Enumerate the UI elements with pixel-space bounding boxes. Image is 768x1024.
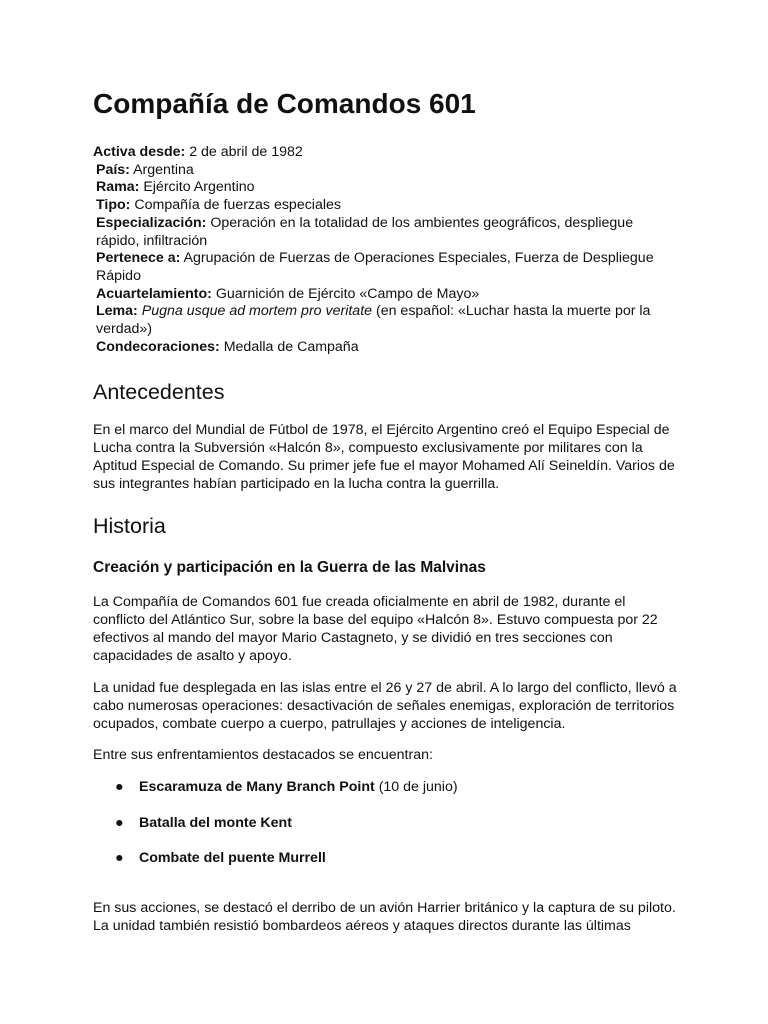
infobox-label-acuartelamiento: Acuartelamiento: <box>96 285 212 302</box>
infobox-lema-translation: (en español: «Luchar hasta la muerte por la verdad») <box>96 303 651 338</box>
infobox-value-pais: Argentina <box>129 161 194 178</box>
infobox-value-condecoraciones: Medalla de Campaña <box>219 338 359 355</box>
infobox-value-acuartelamiento: Guarnición de Ejército «Campo de Mayo» <box>211 285 480 302</box>
heading-antecedentes: Antecedentes <box>93 380 225 404</box>
infobox-value-activa: 2 de abril de 1982 <box>185 144 303 160</box>
paragraph-historia-2: La unidad fue desplegada en las islas entre el 26 y 27 de abril. A lo largo del conflicto, llevó a cabo numerosas operaciones: desactivación de señales enemigas, exploración de territorios ocupados, combate cuerpo a cuerpo, patrullajes y acciones de inteligencia. <box>93 680 677 732</box>
infobox-row-especializacion <box>93 215 678 250</box>
list-item-rest: (10 de junio) <box>374 779 458 795</box>
list-item-bold: Combate del puente Murrell <box>139 850 326 866</box>
page-title: Compañía de Comandos 601 <box>93 88 476 119</box>
infobox-label-especializacion: Especialización: <box>96 214 207 231</box>
paragraph-antecedentes: En el marco del Mundial de Fútbol de 1978, el Ejército Argentino creó el Equipo Especial de Lucha contra la Subversión «Halcón 8», compuesto exclusivamente por militares con la Aptitud Especial de Comando. Su primer jefe fue el mayor Mohamed Alí Seineldín. Varios de sus integrantes habían participado en la lucha contra la guerrilla. <box>93 422 675 492</box>
infobox-label-condecoraciones: Condecoraciones: <box>96 338 220 355</box>
infobox-row-pais <box>93 162 678 180</box>
infobox-row-activa <box>93 144 678 162</box>
heading-historia: Historia <box>93 514 166 538</box>
paragraph-historia-4: En sus acciones, se destacó el derribo de un avión Harrier británico y la captura de su piloto. La unidad también resistió bombardeos aéreos y ataques directos durante las últimas <box>93 900 676 934</box>
paragraph-historia-3: Entre sus enfrentamientos destacados se encuentran: <box>93 747 433 763</box>
infobox-value-pertenece: Agrupación de Fuerzas de Operaciones Especiales, Fuerza de Despliegue Rápido <box>96 250 654 284</box>
infobox-value-tipo: Compañía de fuerzas especiales <box>130 197 341 214</box>
subheading-creacion: Creación y participación en la Guerra de las Malvinas <box>93 559 486 576</box>
list-item <box>93 849 678 867</box>
unit-infobox <box>93 144 678 356</box>
infobox-label-pertenece: Pertenece a: <box>96 250 181 267</box>
infobox-row-rama <box>93 179 678 197</box>
bullet-icon: ● <box>115 779 124 795</box>
list-item-bold: Escaramuza de Many Branch Point <box>139 779 375 795</box>
infobox-label-lema: Lema: <box>96 303 138 320</box>
list-item-bold: Batalla del monte Kent <box>139 814 292 831</box>
infobox-label-activa: Activa desde: <box>93 144 186 160</box>
infobox-row-condecoraciones <box>93 339 678 357</box>
infobox-label-tipo: Tipo: <box>96 197 131 214</box>
infobox-value-rama: Ejército Argentino <box>139 179 255 196</box>
infobox-row-acuartelamiento <box>93 286 678 304</box>
engagements-list <box>93 778 678 885</box>
infobox-label-pais: País: <box>96 161 130 178</box>
infobox-row-lema <box>93 303 678 338</box>
bullet-icon: ● <box>115 814 124 831</box>
infobox-label-rama: Rama: <box>96 179 140 196</box>
list-item <box>93 814 678 832</box>
paragraph-historia-1: La Compañía de Comandos 601 fue creada oficialmente en abril de 1982, durante el conflicto del Atlántico Sur, sobre la base del equipo «Halcón 8». Estuvo compuesta por 22 efectivos al mando del mayor Mario Castagneto, y se dividió en tres secciones con capacidades de asalto y apoyo. <box>93 594 658 664</box>
infobox-row-tipo <box>93 197 678 215</box>
bullet-icon: ● <box>115 850 124 866</box>
infobox-value-especializacion: Operación en la totalidad de los ambientes geográficos, despliegue rápido, infiltración <box>96 214 634 249</box>
infobox-value-lema: Pugna usque ad mortem pro veritate <box>141 303 373 320</box>
list-item <box>93 778 678 796</box>
infobox-row-pertenece <box>93 250 678 285</box>
